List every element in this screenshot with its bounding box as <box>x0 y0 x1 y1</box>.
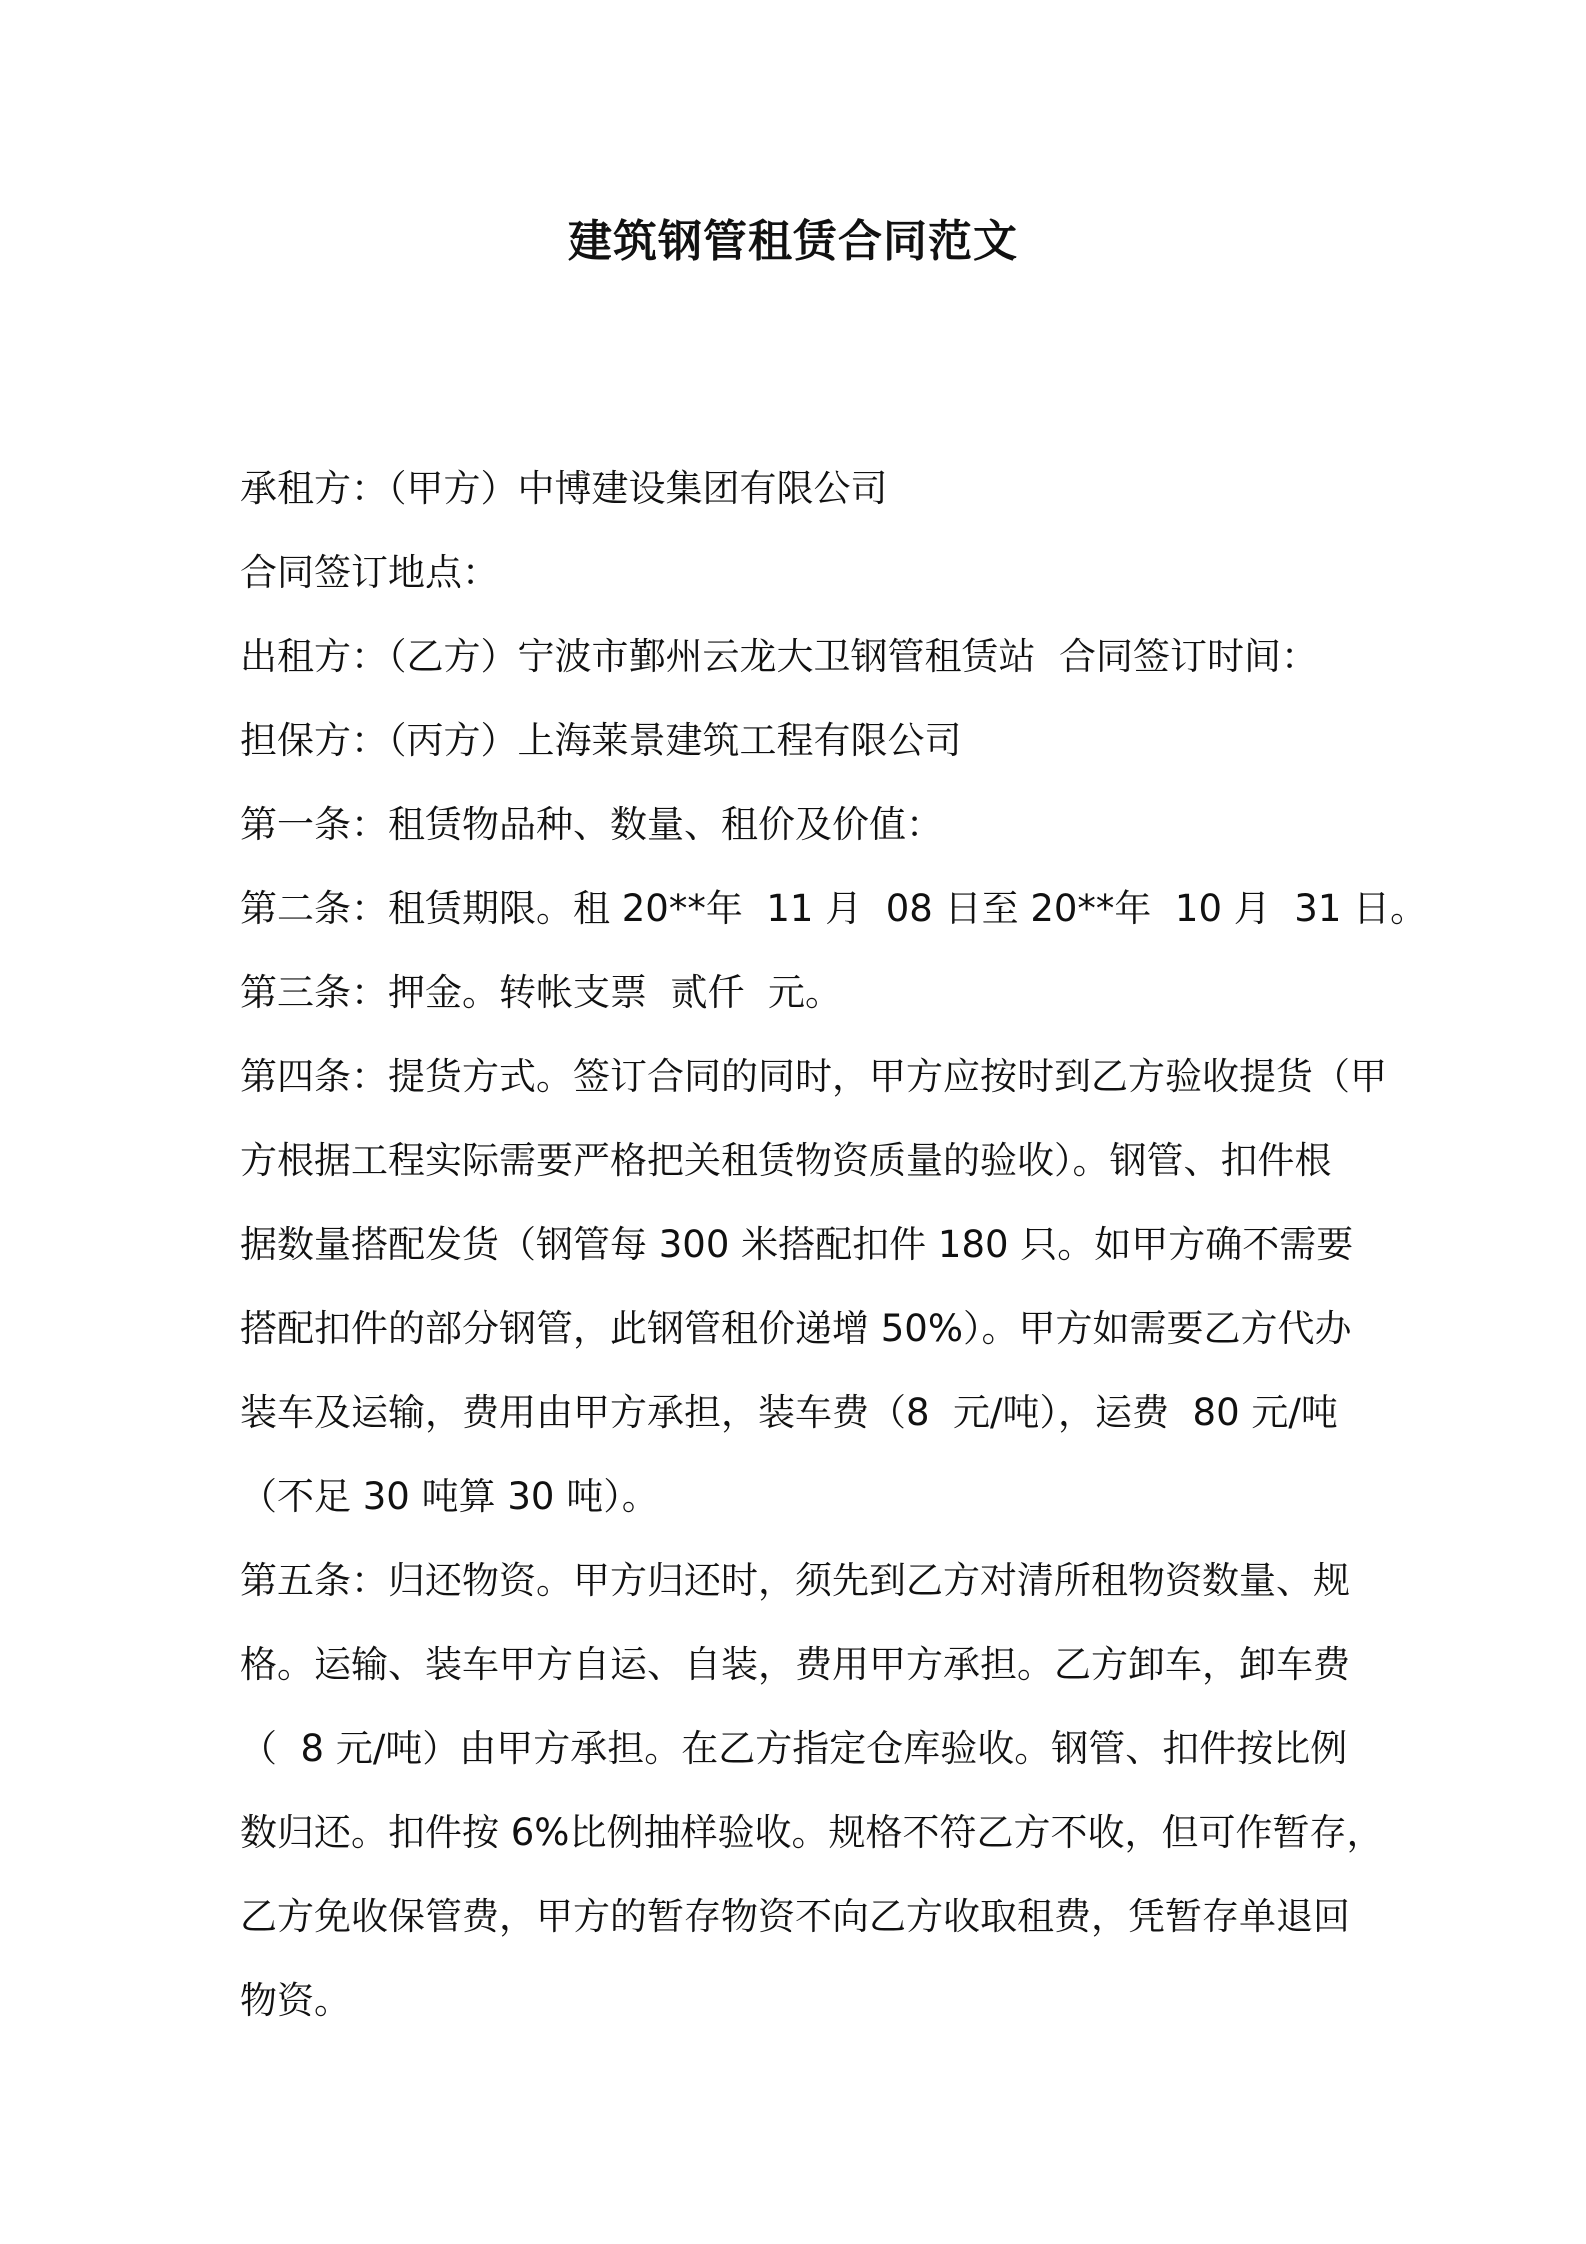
text-line-article-3: 第三条：押金。转帐支票 贰仟 元。 <box>240 971 843 1014</box>
text-line-article-5-cont: 格。运输、装车甲方自运、自装，费用甲方承担。乙方卸车，卸车费 <box>240 1643 1350 1686</box>
text-line-article-4-cont: 方根据工程实际需要严格把关租赁物资质量的验收）。钢管、扣件根 <box>240 1139 1332 1182</box>
text-line-article-4-cont: 据数量搭配发货（钢管每 300 米搭配扣件 180 只。如甲方确不需要 <box>240 1223 1354 1266</box>
text-line-article-5-cont: （ 8 元/吨）由甲方承担。在乙方指定仓库验收。钢管、扣件按比例 <box>240 1727 1348 1770</box>
text-line-article-5-cont: 乙方免收保管费，甲方的暂存物资不向乙方收取租费，凭暂存单退回 <box>240 1895 1350 1938</box>
text-line-article-1: 第一条：租赁物品种、数量、租价及价值： <box>240 803 943 846</box>
text-line-article-4-cont: 装车及运输，费用由甲方承担，装车费（8 元/吨），运费 80 元/吨 <box>240 1391 1338 1434</box>
text-line-lessee: 承租方：（甲方）中博建设集团有限公司 <box>240 467 888 510</box>
text-line-article-5-cont: 数归还。扣件按 6%比例抽样验收。规格不符乙方不收，但可作暂存， <box>240 1811 1384 1854</box>
text-line-article-4: 第四条：提货方式。签订合同的同时，甲方应按时到乙方验收提货（甲 <box>240 1055 1387 1098</box>
document-body <box>240 447 1428 2043</box>
text-line-lessor: 出租方：（乙方）宁波市鄞州云龙大卫钢管租赁站 合同签订时间： <box>240 635 1319 678</box>
text-line-article-5-cont: 物资。 <box>240 1979 351 2022</box>
text-line-article-4-cont: （不足 30 吨算 30 吨）。 <box>240 1475 659 1518</box>
text-line-guarantor: 担保方：（丙方）上海莱景建筑工程有限公司 <box>240 719 962 762</box>
text-line-article-2: 第二条：租赁期限。租 20**年 11 月 08 日至 20**年 10 月 31 日。 <box>240 887 1428 930</box>
text-line-article-5: 第五条：归还物资。甲方归还时，须先到乙方对清所租物资数量、规 <box>240 1559 1350 1602</box>
text-line-article-4-cont: 搭配扣件的部分钢管，此钢管租价递增 50%）。甲方如需要乙方代办 <box>240 1307 1352 1350</box>
document-title: 建筑钢管租赁合同范文 <box>568 216 1018 267</box>
text-line-signing-place: 合同签订地点： <box>240 551 499 594</box>
